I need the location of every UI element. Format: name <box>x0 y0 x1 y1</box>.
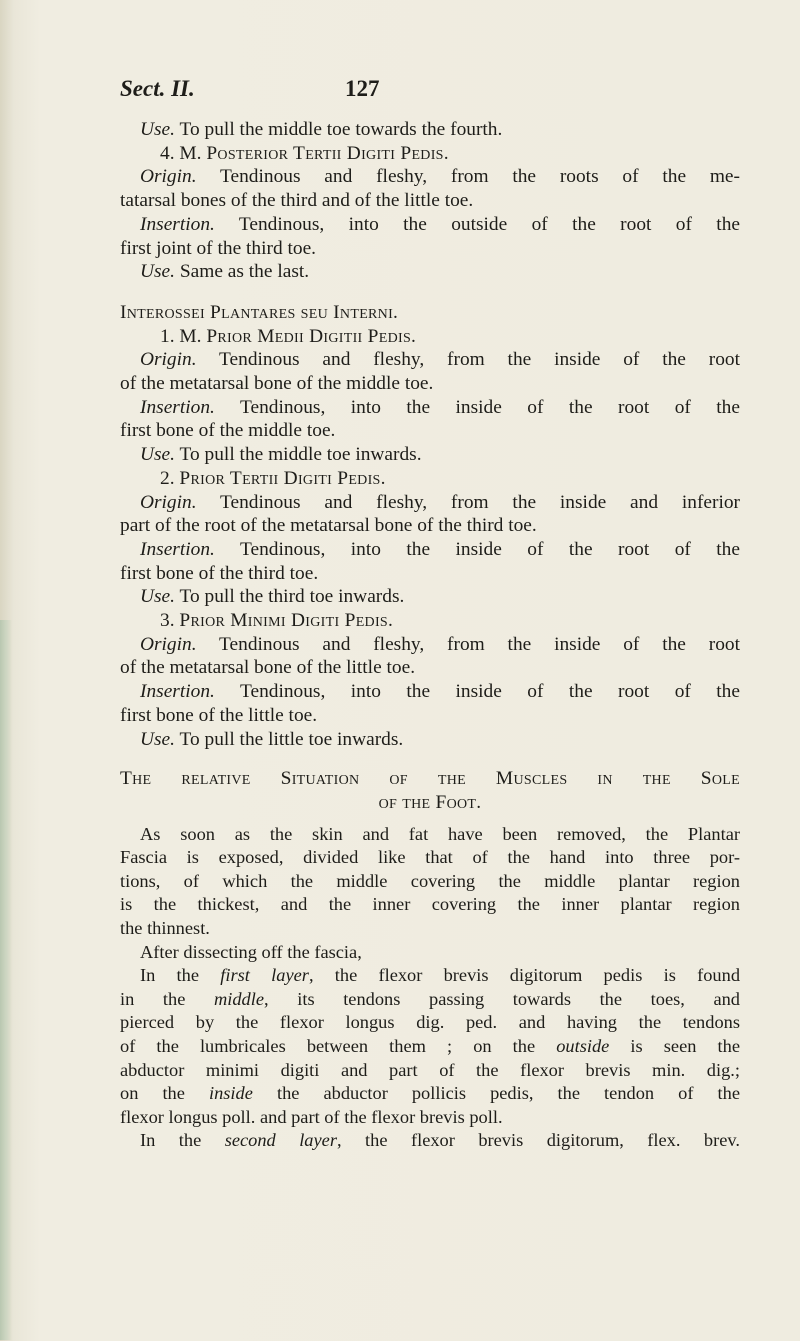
muscle-number: 3. <box>160 610 180 632</box>
paragraph-line: In the second layer, the flexor brevis digitorum, flex. brev. <box>140 1130 741 1151</box>
use-line <box>120 728 740 752</box>
origin-label: Origin. <box>140 349 197 371</box>
muscle-heading <box>120 609 740 633</box>
section-heading: The relative Situation of the Muscles in the Sole <box>120 768 740 790</box>
paragraph-line: After dissecting off the fascia, <box>140 941 362 962</box>
insertion-line <box>120 213 740 237</box>
insertion-line-cont: first bone of the middle toe. <box>120 420 336 442</box>
origin-label: Origin. <box>140 633 197 655</box>
section-label: Sect. II. <box>120 76 195 101</box>
insertion-line <box>120 538 740 562</box>
insertion-line-cont: first bone of the third toe. <box>120 562 319 584</box>
insertion-text: Tendinous, into the inside of the root of the <box>214 681 740 703</box>
muscle-number: 1. M. <box>160 325 207 347</box>
paragraph-line: in the middle, its tendons passing towards the toes, and <box>120 988 741 1009</box>
dissection-text <box>120 823 740 1153</box>
origin-line <box>120 633 740 657</box>
insertion-line <box>120 396 740 420</box>
insertion-label: Insertion. <box>140 396 215 418</box>
muscle-name: Prior Minimi Digiti Pedis. <box>179 610 394 632</box>
muscle-heading <box>120 467 740 491</box>
insertion-line-cont: first joint of the third toe. <box>120 237 317 259</box>
paragraph-line: abductor minimi digiti and part of the flexor brevis min. dig.; <box>120 1059 740 1080</box>
muscle-name: Prior Medii Digitii Pedis. <box>206 325 417 347</box>
use-text: To pull the third toe inwards. <box>175 586 405 608</box>
insertion-line <box>120 680 740 704</box>
origin-line <box>120 348 740 372</box>
origin-line-cont: of the metatarsal bone of the little toe. <box>120 657 416 679</box>
origin-line <box>120 165 740 189</box>
paragraph-line: the thinnest. <box>120 918 210 939</box>
use-line <box>120 585 740 609</box>
muscle-name: Prior Tertii Digiti Pedis. <box>179 467 386 489</box>
insertion-label: Insertion. <box>140 681 215 703</box>
insertion-label: Insertion. <box>140 538 215 560</box>
section-heading-cont: of the Foot. <box>378 791 482 813</box>
origin-label: Origin. <box>140 166 197 188</box>
page-edge-stain <box>0 620 12 1340</box>
paragraph-line: tions, of which the middle covering the middle plantar region <box>120 870 740 891</box>
insertion-label: Insertion. <box>140 213 215 235</box>
section-heading: Interossei Plantares seu Interni. <box>120 301 399 323</box>
paragraph-line: Fascia is exposed, divided like that of the hand into three por- <box>120 847 740 868</box>
origin-text: Tendinous and fleshy, from the inside of the root <box>196 349 740 371</box>
use-label: Use. <box>140 261 176 283</box>
insertion-text: Tendinous, into the inside of the root of the <box>214 396 740 418</box>
paragraph-line: As soon as the skin and fat have been removed, the Plantar <box>140 823 740 844</box>
use-line <box>120 443 740 467</box>
insertion-text: Tendinous, into the outside of the root of the <box>214 213 740 235</box>
paragraph-line: is the thickest, and the inner covering the inner plantar region <box>120 894 740 915</box>
origin-line-cont: of the metatarsal bone of the middle toe. <box>120 373 434 395</box>
page-number: 127 <box>345 76 380 101</box>
paragraph-line: on the inside the abductor pollicis pedis, the tendon of the <box>120 1083 740 1104</box>
paragraph-line: of the lumbricales between them ; on the outside is seen the <box>120 1036 740 1057</box>
use-text: To pull the middle toe inwards. <box>175 444 422 466</box>
muscle-number: 2. <box>160 467 180 489</box>
origin-line-cont: tatarsal bones of the third and of the little toe. <box>120 190 474 212</box>
running-header <box>120 76 720 116</box>
paragraph-line: flexor longus poll. and part of the flexor brevis poll. <box>120 1106 503 1127</box>
paragraph-line: In the first layer, the flexor brevis digitorum pedis is found <box>140 965 741 986</box>
muscle-number: 4. M. <box>160 142 207 164</box>
use-label: Use. <box>140 444 176 466</box>
origin-text: Tendinous and fleshy, from the inside of the root <box>196 633 740 655</box>
use-label: Use. <box>140 586 176 608</box>
muscle-name: Posterior Tertii Digiti Pedis. <box>206 142 449 164</box>
use-text: Same as the last. <box>175 261 310 283</box>
origin-label: Origin. <box>140 491 197 513</box>
origin-text: Tendinous and fleshy, from the roots of the me- <box>196 166 740 188</box>
insertion-line-cont: first bone of the little toe. <box>120 704 318 726</box>
muscle-heading <box>120 142 740 166</box>
use-text: To pull the middle toe towards the fourth. <box>175 119 503 140</box>
insertion-text: Tendinous, into the inside of the root of the <box>214 538 740 560</box>
use-line <box>120 260 740 284</box>
use-line <box>120 118 740 142</box>
origin-text: Tendinous and fleshy, from the inside and inferior <box>196 491 740 513</box>
muscle-heading <box>120 325 740 349</box>
origin-line <box>120 491 740 515</box>
origin-line-cont: part of the root of the metatarsal bone of the third toe. <box>120 515 537 537</box>
use-label: Use. <box>140 119 176 140</box>
use-label: Use. <box>140 728 176 750</box>
page-body <box>120 118 740 1153</box>
paragraph-line: pierced by the flexor longus dig. ped. and having the tendons <box>120 1012 740 1033</box>
use-text: To pull the little toe inwards. <box>175 728 404 750</box>
